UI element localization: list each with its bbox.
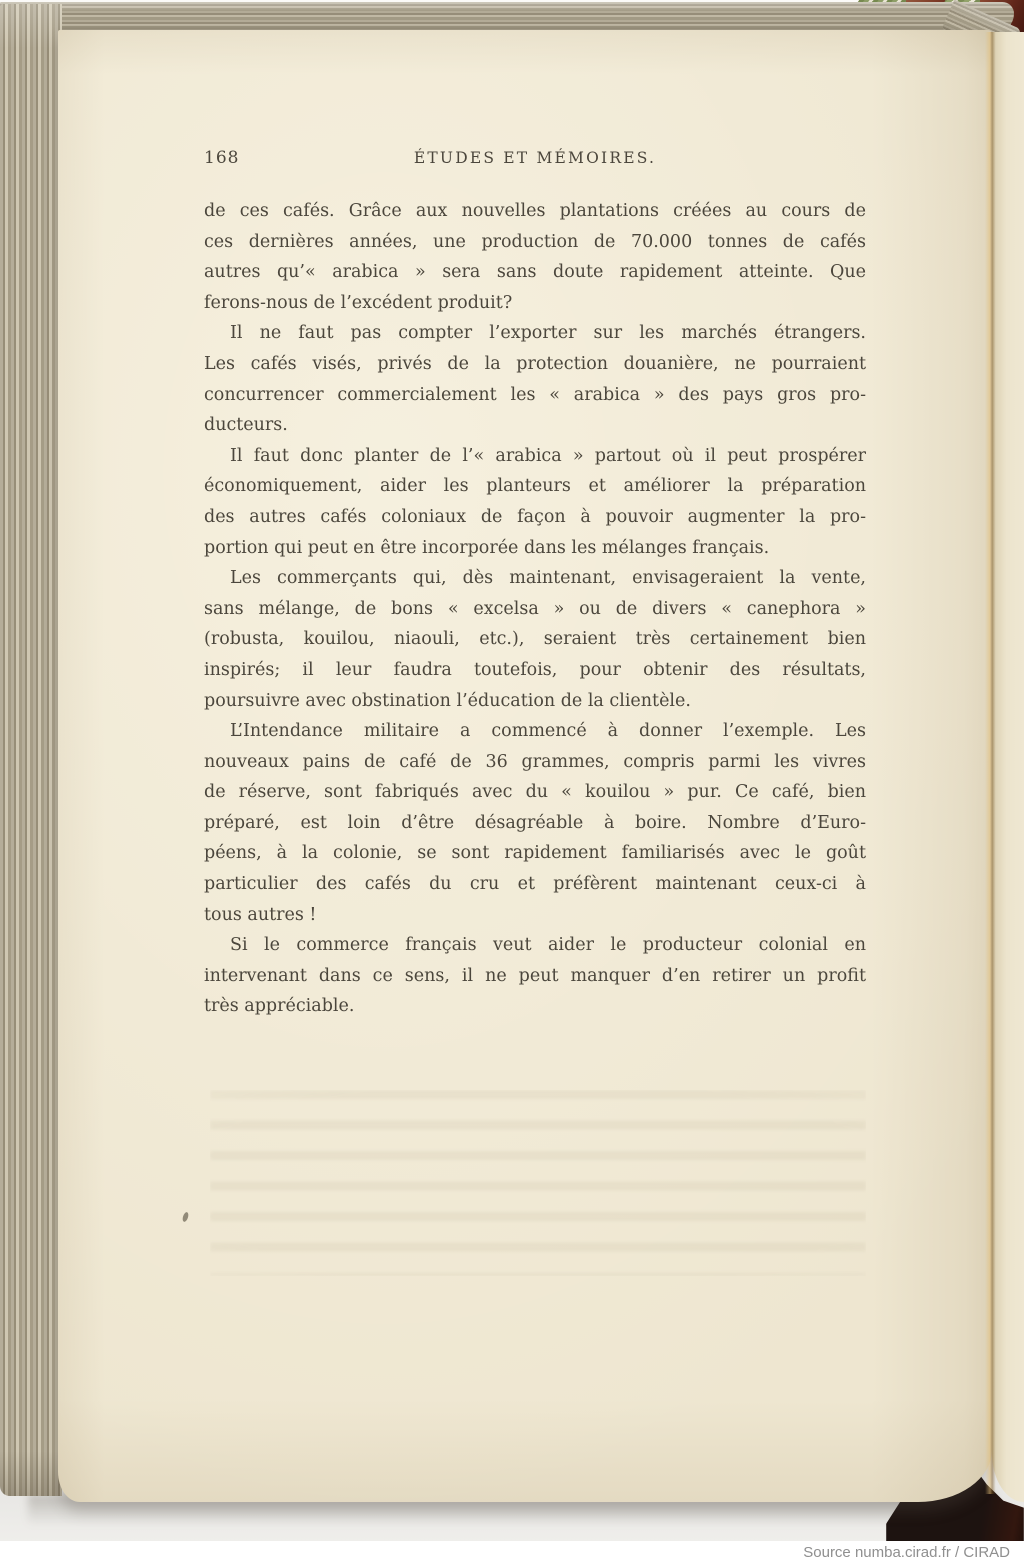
text-line: de ces cafés. Grâce aux nouvelles plantations créées au cours de [204,201,866,221]
text-line: Les cafés visés, privés de la protection douanière, ne pourraient [204,353,866,374]
text-line: Si le commerce français veut aider le producteur colonial en [230,935,866,956]
text-line: concurrencer commercialement les « arabica » des pays gros pro- [204,384,866,405]
text-line: poursuivre avec obstination l’éducation de la clientèle. [204,690,691,711]
text-line: inspirés; il leur faudra toutefois, pour obtenir des résultats, [204,659,866,680]
text-line: économiquement, aider les planteurs et améliorer la préparation [204,476,866,497]
text-line: très appréciable. [204,996,355,1017]
page-stack-left-edge [0,4,62,1496]
paragraph [204,716,866,930]
text-line: Il ne faut pas compter l’exporter sur les marchés étrangers. [230,323,866,344]
gutter-crease [985,32,998,1494]
text-line: péens, à la colonie, se sont rapidement familiarisés avec le goût [204,843,866,864]
paragraph [204,196,866,318]
text-line: des autres cafés coloniaux de façon à pouvoir augmenter la pro- [204,506,866,527]
text-block [204,196,866,1022]
text-line: (robusta, kouilou, niaouli, etc.), seraient très certainement bien [204,629,866,650]
text-line: particulier des cafés du cru et préfèrent maintenant ceux-ci à [204,874,866,895]
page-stack-top-edge [0,2,1014,33]
text-line: ces dernières années, une production de 70.000 tonnes de cafés [204,231,866,252]
page-number: 168 [204,148,240,168]
text-line: intervenant dans ce sens, il ne peut manquer d’en retirer un profit [204,965,866,986]
watermark-text: Source numba.cirad.fr / CIRAD [803,1543,1010,1561]
paragraph [204,441,866,563]
paragraph [204,930,866,1022]
text-line: de réserve, sont fabriqués avec du « kouilou » pur. Ce café, bien [204,782,866,803]
ink-show-through [210,1090,866,1276]
text-line: ducteurs. [204,415,288,436]
text-line: tous autres ! [204,904,317,925]
running-title: ÉTUDES ET MÉMOIRES. [413,149,657,167]
text-line: nouveaux pains de café de 36 grammes, compris parmi les vivres [204,751,866,772]
text-line: L’Intendance militaire a commencé à donner l’exemple. Les [230,721,866,742]
text-line: Il faut donc planter de l’« arabica » partout où il peut prospérer [230,445,866,466]
watermark-bar [0,1541,1024,1563]
paragraph [204,563,866,716]
text-line: autres qu’« arabica » sera sans doute rapidement atteinte. Que [204,262,866,283]
paragraph [204,318,866,440]
text-line: portion qui peut en être incorporée dans les mélanges français. [204,537,770,558]
text-line: Les commerçants qui, dès maintenant, envisageraient la vente, [230,568,866,589]
text-line: préparé, est loin d’être désagréable à boire. Nombre d’Euro- [204,812,866,833]
text-line: sans mélange, de bons « excelsa » ou de divers « canephora » [204,598,866,619]
text-line: ferons-nous de l’excédent produit? [204,292,513,313]
